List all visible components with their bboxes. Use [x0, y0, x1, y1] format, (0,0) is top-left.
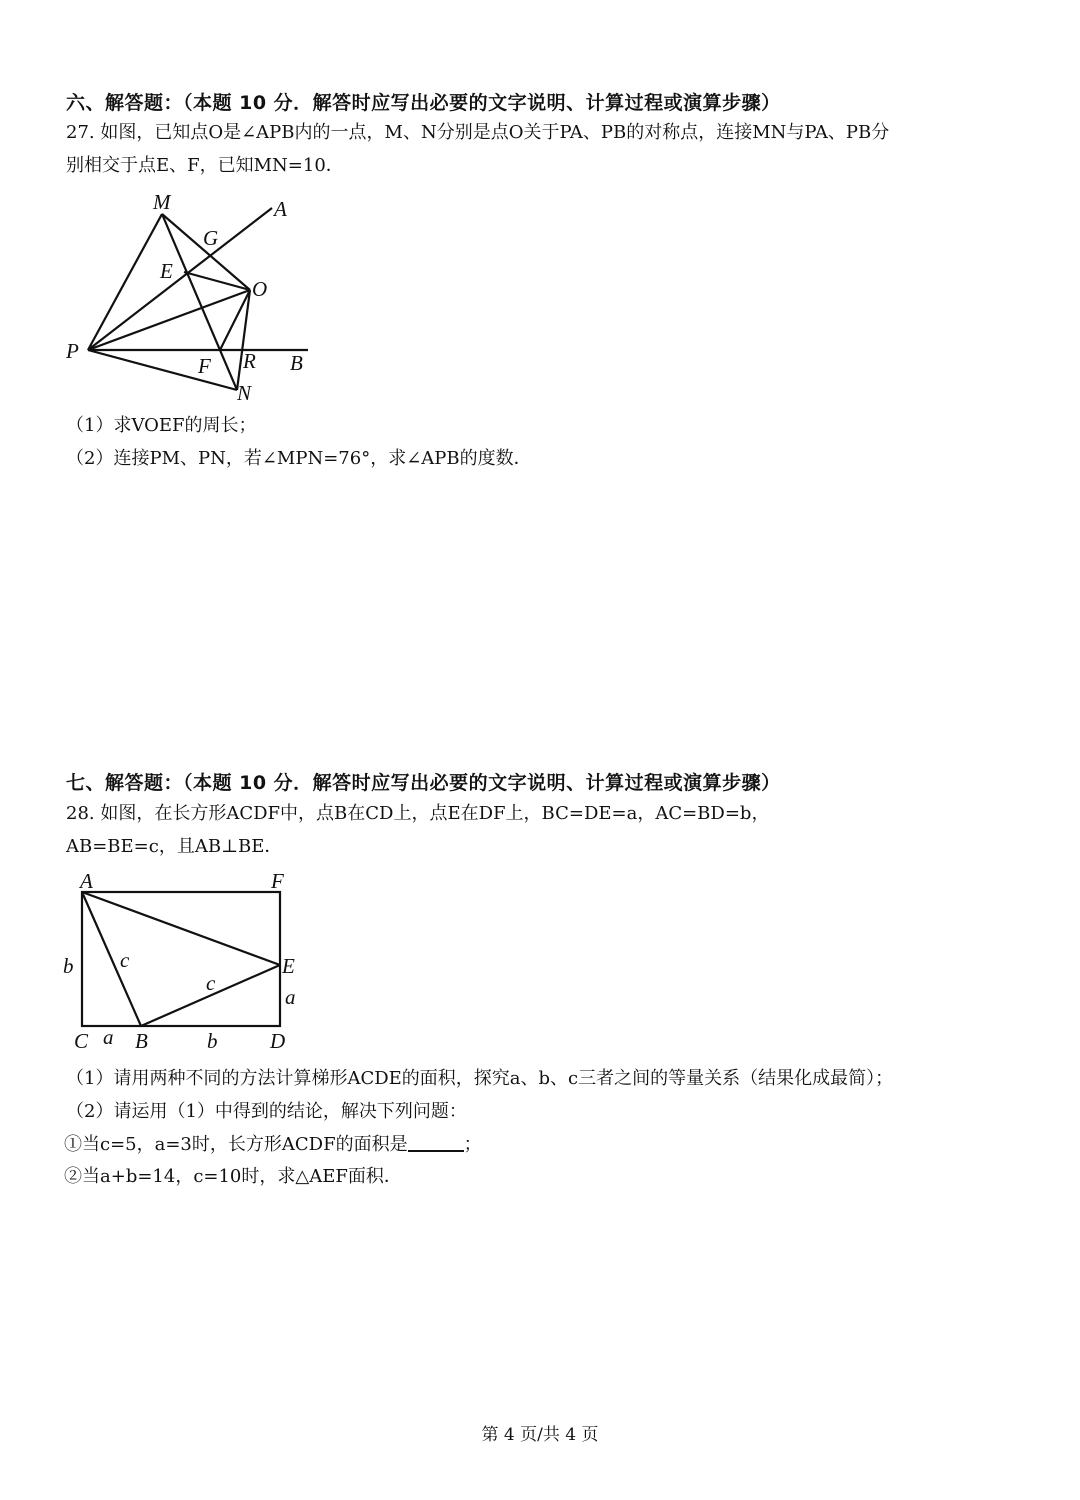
- label-c-be: c: [206, 971, 216, 995]
- label-f: F: [198, 354, 211, 378]
- segment-pn: [88, 350, 237, 390]
- segment-ab: [82, 892, 141, 1026]
- label-a-bottom: a: [103, 1025, 114, 1049]
- q27-part1: （1）求VOEF的周长；: [66, 415, 257, 436]
- q28-sub1-prefix: ①当c=5，a=3时，长方形ACDF的面积是: [64, 1134, 408, 1155]
- q27-stem-line1: 27. 如图，已知点O是∠APB内的一点，M、N分别是点O关于PA、PB的对称点，连接MN与PA、PB分: [66, 122, 890, 143]
- label-b-bottom: b: [207, 1029, 218, 1053]
- label-p: P: [66, 339, 79, 363]
- label-b-left: b: [63, 954, 74, 978]
- section-6-header: 六、解答题：（本题 10 分．解答时应写出必要的文字说明、计算过程或演算步骤）: [66, 92, 781, 114]
- q28-figure: [60, 866, 310, 1056]
- label-a-right: a: [285, 985, 296, 1009]
- label-m: M: [153, 190, 171, 214]
- label-n: N: [237, 381, 252, 405]
- label-a: A: [274, 197, 287, 221]
- q28-stem-line1: 28. 如图，在长方形ACDF中，点B在CD上，点E在DF上，BC=DE=a，AC=BD=b，: [66, 803, 770, 824]
- q28-sub1-suffix: ；: [463, 1134, 482, 1155]
- label-a: A: [80, 869, 93, 893]
- label-c-ab: c: [120, 948, 130, 972]
- page-footer: 第 4 页/共 4 页: [481, 1425, 599, 1445]
- segment-pm: [88, 214, 162, 350]
- label-r: R: [243, 349, 256, 373]
- q28-sub1: [64, 1129, 482, 1161]
- label-e: E: [160, 259, 173, 283]
- label-o: O: [252, 277, 268, 301]
- label-c: C: [74, 1029, 89, 1053]
- label-b: B: [135, 1029, 148, 1053]
- q28-part1: （1）请用两种不同的方法计算梯形ACDE的面积，探究a、b、c三者之间的等量关系（结果化成最简）；: [66, 1068, 894, 1089]
- q28-sub2: ②当a+b=14，c=10时，求△AEF面积．: [64, 1166, 402, 1187]
- label-g: G: [203, 226, 219, 250]
- answer-blank: [408, 1132, 464, 1152]
- label-b: B: [290, 351, 303, 375]
- label-e: E: [282, 954, 295, 978]
- label-d: D: [270, 1029, 286, 1053]
- segment-ae: [82, 892, 280, 965]
- q27-part2: （2）连接PM、PN，若∠MPN=76°，求∠APB的度数．: [66, 448, 532, 469]
- q28-stem-line2: AB=BE=c，且AB⊥BE．: [66, 836, 283, 857]
- q27-figure: [60, 185, 330, 405]
- q27-stem-line2: 别相交于点E、F，已知MN=10．: [66, 155, 344, 176]
- q28-part2: （2）请运用（1）中得到的结论，解决下列问题：: [66, 1101, 467, 1122]
- section-7-header: 七、解答题：（本题 10 分．解答时应写出必要的文字说明、计算过程或演算步骤）: [66, 772, 781, 794]
- label-f: F: [271, 869, 284, 893]
